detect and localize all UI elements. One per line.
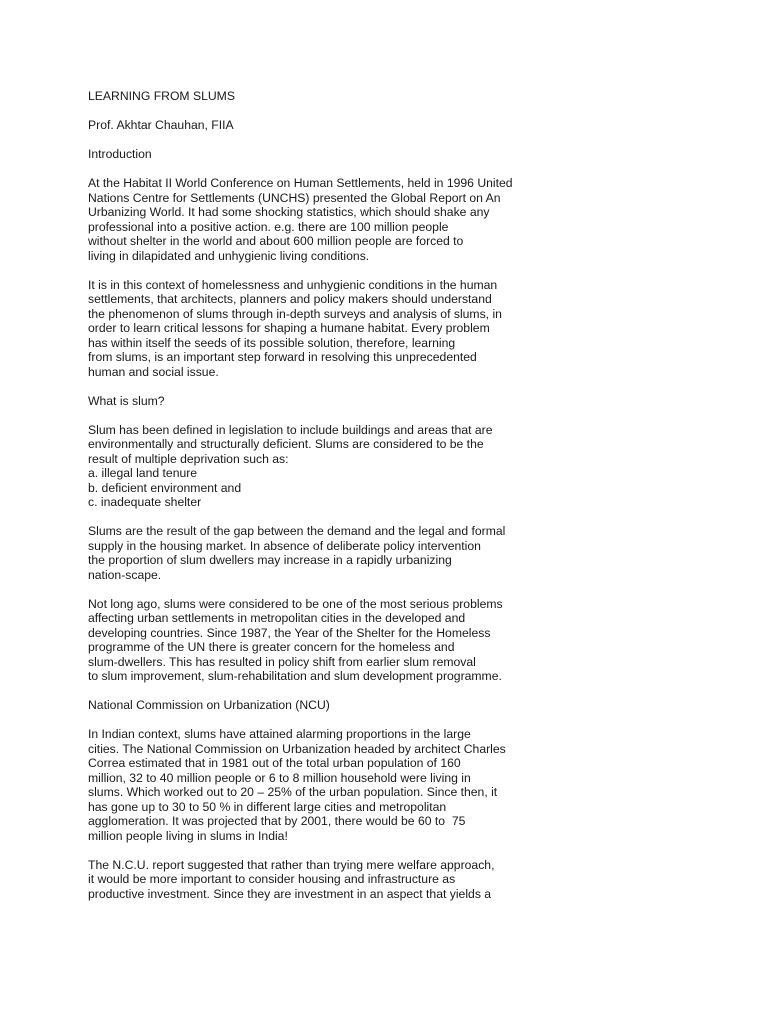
text-line: In Indian context, slums have attained alarming proportions in the large	[88, 727, 471, 741]
text-line: programme of the UN there is greater concern for the homeless and	[88, 640, 455, 654]
text-line: environmentally and structurally deficient. Slums are considered to be the	[88, 437, 484, 451]
text-line: Slums are the result of the gap between the demand and the legal and formal	[88, 524, 506, 538]
text-line: living in dilapidated and unhygienic living conditions.	[88, 248, 370, 263]
paragraph	[88, 858, 748, 902]
text-line: Correa estimated that in 1981 out of the total urban population of 160	[88, 756, 461, 770]
text-line: order to learn critical lessons for shaping a humane habitat. Every problem	[88, 321, 490, 335]
text-line: slums. Which worked out to 20 – 25% of the urban population. Since then, it	[88, 785, 498, 799]
paragraph	[88, 524, 748, 582]
section-heading: National Commission on Urbanization (NCU)	[88, 698, 330, 712]
text-line: Slum has been defined in legislation to include buildings and areas that are	[88, 422, 493, 437]
text-line: million, 32 to 40 million people or 6 to 8 million household were living in	[88, 770, 471, 785]
text-line: has gone up to 30 to 50 % in different large cities and metropolitan	[88, 799, 447, 814]
text-line: it would be more important to consider housing and infrastructure as	[88, 872, 456, 886]
text-line: productive investment. Since they are investment in an aspect that yields a	[88, 886, 492, 901]
paragraph	[88, 423, 748, 510]
document-author: Prof. Akhtar Chauhan, FIIA	[88, 118, 234, 132]
text-line: professional into a positive action. e.g. there are 100 million people	[88, 219, 449, 234]
text-line: slum-dwellers. This has resulted in policy shift from earlier slum removal	[88, 654, 476, 669]
text-line: developing countries. Since 1987, the Year of the Shelter for the Homeless	[88, 625, 491, 640]
text-line: supply in the housing market. In absence of deliberate policy intervention	[88, 538, 481, 553]
text-line: human and social issue.	[88, 364, 219, 379]
text-line: The N.C.U. report suggested that rather than trying mere welfare approach,	[88, 857, 495, 872]
text-line: It is in this context of homelessness and unhygienic conditions in the human	[88, 277, 498, 292]
section-heading: Introduction	[88, 147, 152, 161]
text-line: a. illegal land tenure	[88, 466, 198, 480]
text-line: without shelter in the world and about 600 million people are forced to	[88, 234, 464, 248]
text-line: the phenomenon of slums through in-depth surveys and analysis of slums, in	[88, 306, 502, 321]
text-line: has within itself the seeds of its possible solution, therefore, learning	[88, 335, 456, 350]
text-line: affecting urban settlements in metropolitan cities in the developed and	[88, 611, 466, 625]
document-body	[88, 147, 748, 901]
text-line: b. deficient environment and	[88, 480, 242, 495]
text-line: result of multiple deprivation such as:	[88, 451, 289, 466]
text-line: from slums, is an important step forward in resolving this unprecedented	[88, 350, 477, 364]
text-line: Urbanizing World. It had some shocking statistics, which should shake any	[88, 205, 490, 219]
document-page	[88, 89, 748, 916]
text-line: nation-scape.	[88, 567, 162, 582]
paragraph	[88, 176, 748, 263]
document-title: LEARNING FROM SLUMS	[88, 89, 235, 103]
section-heading: What is slum?	[88, 393, 165, 408]
text-line: Not long ago, slums were considered to be one of the most serious problems	[88, 596, 503, 611]
text-line: to slum improvement, slum-rehabilitation and slum development programme.	[88, 669, 502, 683]
text-line: cities. The National Commission on Urbanization headed by architect Charles	[88, 741, 506, 756]
text-line: million people living in slums in India!	[88, 828, 288, 843]
text-line: agglomeration. It was projected that by 2001, there would be 60 to 75	[88, 814, 466, 828]
text-line: At the Habitat II World Conference on Human Settlements, held in 1996 United	[88, 176, 513, 190]
text-line: c. inadequate shelter	[88, 495, 202, 509]
paragraph	[88, 597, 748, 684]
paragraph	[88, 727, 748, 843]
paragraph	[88, 278, 748, 380]
text-line: settlements, that architects, planners and policy makers should understand	[88, 292, 492, 306]
text-line: the proportion of slum dwellers may increase in a rapidly urbanizing	[88, 553, 452, 567]
text-line: Nations Centre for Settlements (UNCHS) presented the Global Report on An	[88, 190, 501, 205]
